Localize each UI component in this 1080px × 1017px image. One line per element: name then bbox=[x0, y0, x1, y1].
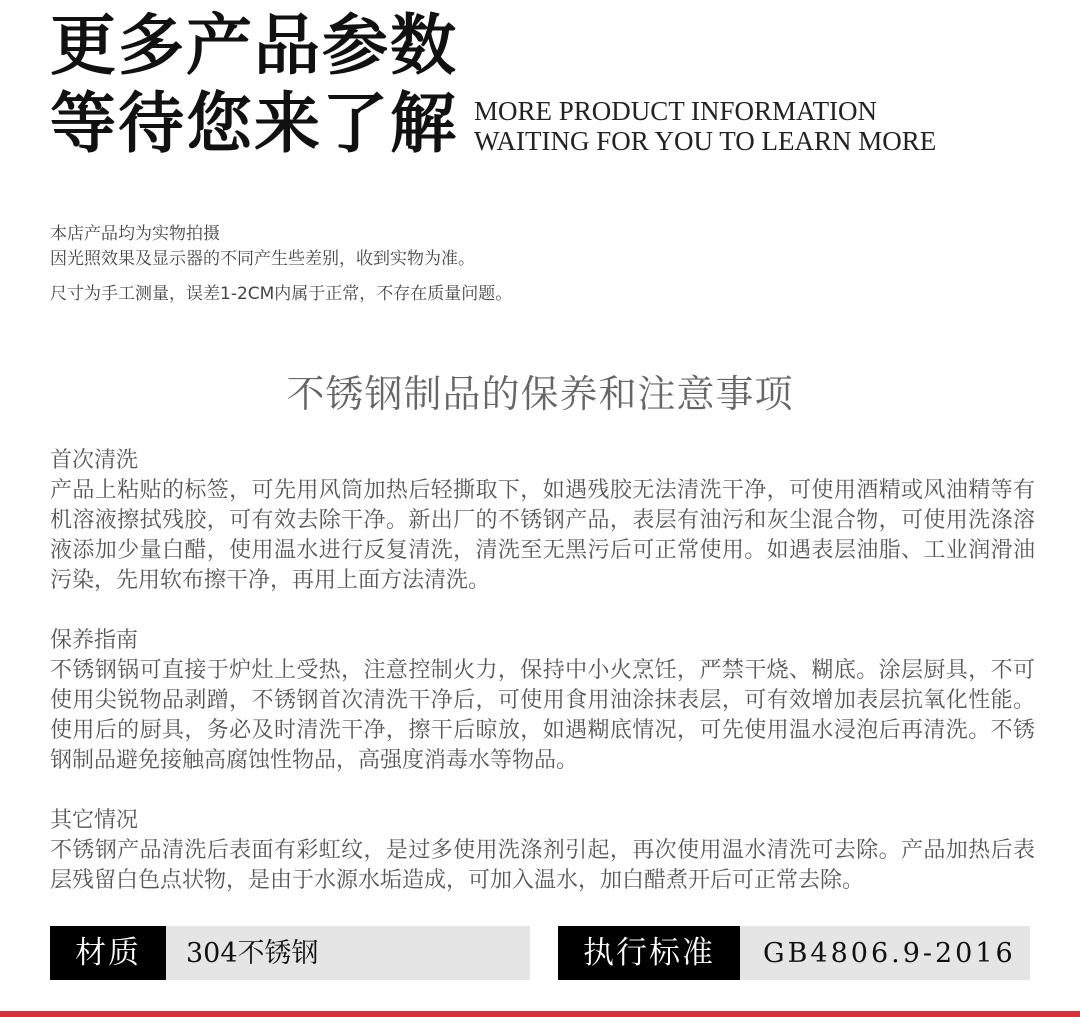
section-heading: 保养指南 bbox=[50, 628, 139, 653]
section-body: 不锈钢锅可直接于炉灶上受热，注意控制火力，保持中小火烹饪，严禁干烧、糊底。涂层厨具，不可使用尖锐物品剥蹭，不锈钢首次清洗干净后，可使用食用油涂抹表层，可有效增加表层抗氧化性能。使用后的厨具，务必及时清洗干净，擦干后晾放，如遇糊底情况，可先使用温水浸泡后再清洗。不锈钢制品避免接触高腐蚀性物品，高强度消毒水等物品。 bbox=[50, 658, 1035, 773]
hero-heading-chinese-line-2: 等待您来了解 bbox=[50, 84, 458, 162]
hero-heading-english-line-2: WAITING FOR YOU TO LEARN MORE bbox=[474, 126, 937, 156]
bottom-accent-rule bbox=[0, 1011, 1080, 1017]
notice-line-photo: 本店产品均为实物拍摄 bbox=[50, 224, 220, 244]
spec-material-label: 材质 bbox=[50, 926, 166, 980]
section-heading: 首次清洗 bbox=[50, 448, 139, 473]
spec-material-value: 304不锈钢 bbox=[186, 938, 319, 969]
spec-standard bbox=[558, 926, 1030, 980]
notice-line-display: 因光照效果及显示器的不同产生些差别，收到实物为准。 bbox=[50, 249, 475, 269]
section-other-situations bbox=[50, 806, 1035, 896]
care-title: 不锈钢制品的保养和注意事项 bbox=[286, 372, 794, 416]
section-body: 不锈钢产品清洗后表面有彩虹纹，是过多使用洗涤剂引起，再次使用温水清洗可去除。产品加热后表层残留白色点状物，是由于水源水垢造成，可加入温水，加白醋煮开后可正常去除。 bbox=[50, 838, 1035, 893]
hero-heading-english-line-1: MORE PRODUCT INFORMATION bbox=[474, 96, 878, 126]
section-first-wash bbox=[50, 446, 1035, 596]
spec-standard-label: 执行标准 bbox=[558, 926, 740, 980]
section-care-guide bbox=[50, 626, 1035, 776]
section-body: 产品上粘贴的标签，可先用风筒加热后轻撕取下，如遇残胶无法清洗干净，可使用酒精或风油精等有机溶液擦拭残胶，可有效去除干净。新出厂的不锈钢产品，表层有油污和灰尘混合物，可使用洗涤溶液添加少量白醋，使用温水进行反复清洗，清洗至无黑污后可正常使用。如遇表层油脂、工业润滑油污染，先用软布擦干净，再用上面方法清洗。 bbox=[50, 478, 1035, 593]
spec-material bbox=[50, 926, 530, 980]
section-heading: 其它情况 bbox=[50, 808, 139, 833]
hero-heading-chinese-line-1: 更多产品参数 bbox=[50, 6, 458, 84]
spec-standard-value: GB4806.9-2016 bbox=[763, 938, 1016, 969]
notice-line-measurement: 尺寸为手工测量，误差1-2CM内属于正常，不存在质量问题。 bbox=[50, 284, 513, 304]
